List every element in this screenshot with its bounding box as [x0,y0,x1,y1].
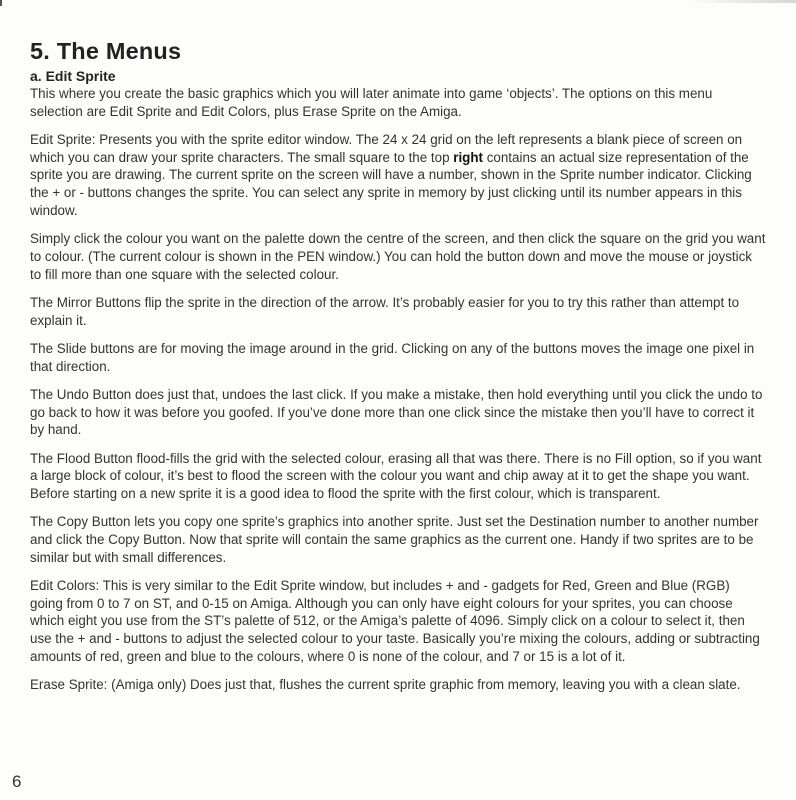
subsection-heading: a. Edit Sprite [30,68,116,84]
section-heading: 5. The Menus [30,38,182,64]
page-edge-shadow [686,0,796,3]
paragraph-slide-buttons: The Slide buttons are for moving the image around in the grid. Clicking on any of the buttons moves the image one pixel in that direction. [30,340,755,374]
page-number: 6 [12,772,22,791]
paragraph-flood-button: The Flood Button flood-fills the grid with the selected colour, erasing all that was there. There is no Fill option, so if you want a large block of colour, it’s best to flood the screen with the colour you want and chip away at it to get the shape you want. Before starting on a new sprite it is a good idea to flood the sprite with the first colour, which is transparent. [30,450,762,501]
paragraph-edit-sprite-text-2: contains an actual size representation of the sprite you are drawing. The current sprite on the screen will have a number, shown in the Sprite number indicator. Clicking the + or - buttons changes the sprite. You can select any sprite in memory by just clicking until its number appears in this window. [30,149,752,218]
paragraph-edit-sprite [30,131,766,220]
page-edge-mark [0,0,2,6]
paragraph-undo-button: The Undo Button does just that, undoes the last click. If you make a mistake, then hold everything until you click the undo to go back to how it was before you goofed. If you’ve done more than one click since the mistake then you’ll have to correct it by hand. [30,386,763,438]
paragraph-edit-sprite-bold: right [453,149,483,165]
paragraph-copy-button: The Copy Button lets you copy one sprite’s graphics into another sprite. Just set the Destination number to another number and click the Copy Button. Now that sprite will contain the same graphics as the current one. Handy if two sprites are to be similar but with small differences. [30,514,759,565]
paragraph-mirror-buttons: The Mirror Buttons flip the sprite in the direction of the arrow. It’s probably easier for you to try this rather than attempt to explain it. [30,294,740,328]
paragraph-edit-sprite-text-1: Edit Sprite: Presents you with the sprite editor window. The 24 x 24 grid on the left represents a blank piece of screen on which you can draw your sprite characters. The small square to the top [30,132,743,165]
paragraph-edit-colors: Edit Colors: This is very similar to the Edit Sprite window, but includes + and - gadgets for Red, Green and Blue (RGB) going from 0 to 7 on ST, and 0-15 on Amiga. Although you can only have eight colours for your sprites, you can choose which eight you use from the ST’s palette of 512, or the Amiga’s palette of 4096. Simply click on a colour to select it, then use the + and - buttons to adjust the selected colour to your taste. Basically you’re mixing the colours, adding or subtracting amounts of red, green and blue to the colours, where 0 is none of the colour, and 7 or 15 is a lot of it. [30,577,760,664]
manual-page [30,36,766,704]
paragraph-erase-sprite: Erase Sprite: (Amiga only) Does just that, flushes the current sprite graphic from memory, leaving you with a clean slate. [30,677,741,693]
paragraph-intro: This where you create the basic graphics which you will later animate into game ‘objects’. The options on this menu selection are Edit Sprite and Edit Colors, plus Erase Sprite on the Amiga. [30,86,713,119]
paragraph-palette: Simply click the colour you want on the palette down the centre of the screen, and then click the square on the grid you want to colour. (The current colour is shown in the PEN window.) You can hold the button down and move the mouse or joystick to fill more than one square with the selected colour. [30,231,766,282]
